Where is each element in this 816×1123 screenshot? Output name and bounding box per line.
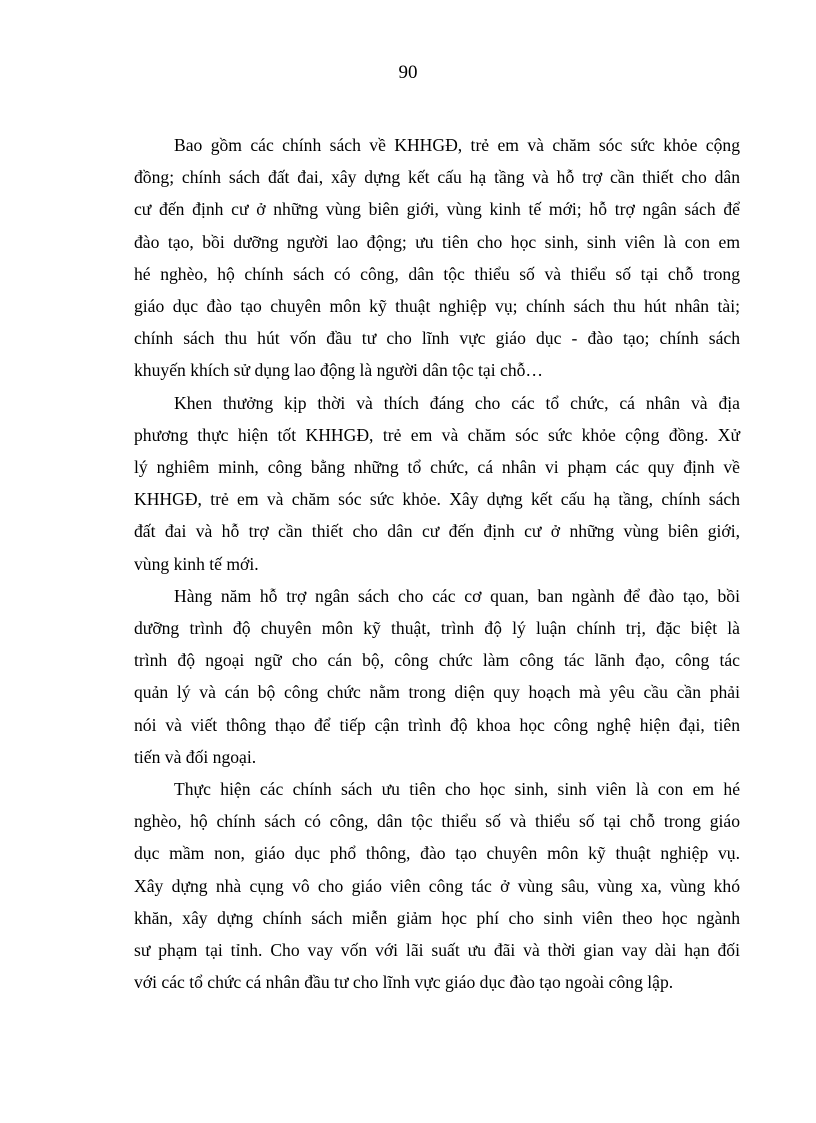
text-line: dưỡng trình độ chuyên môn kỹ thuật, trình độ lý luận chính trị, đặc biệt là [134,618,740,639]
text-line: KHHGĐ, trẻ em và chăm sóc sức khỏe. Xây dựng kết cấu hạ tầng, chính sách [134,489,740,510]
text-line: đào tạo, bồi dưỡng người lao động; ưu tiên cho học sinh, sinh viên là con em [134,231,740,252]
text-line: tiến và đối ngoại. [134,746,257,767]
text-line: đồng; chính sách đất đai, xây dựng kết cấu hạ tầng và hỗ trợ cần thiết cho dân [134,167,740,188]
paragraph-training-budget [134,580,740,773]
text-line: khăn, xây dựng chính sách miễn giảm học phí cho sinh viên theo học ngành [134,907,740,928]
text-line: trình độ ngoại ngữ cho cán bộ, công chức làm công tác lãnh đạo, công tác [134,650,740,671]
document-body [134,129,740,998]
text-line: hé nghèo, hộ chính sách có công, dân tộc thiểu số và thiểu số tại chỗ trong [134,263,740,284]
text-line: Xây dựng nhà cụng vô cho giáo viên công tác ở vùng sâu, vùng xa, vùng khó [134,875,740,896]
text-line: với các tổ chức cá nhân đầu tư cho lĩnh vực giáo dục đào tạo ngoài công lập. [134,972,674,993]
page-number: 90 [398,62,418,83]
text-line: phương thực hiện tốt KHHGĐ, trẻ em và chăm sóc sức khỏe cộng đồng. Xử [134,424,740,445]
text-line: cư đến định cư ở những vùng biên giới, vùng kinh tế mới; hỗ trợ ngân sách để [134,199,740,220]
paragraph-education-priority-policies [134,773,740,998]
text-line: chính sách thu hút vốn đầu tư cho lĩnh vực giáo dục - đào tạo; chính sách [134,328,740,349]
text-line: dục mầm non, giáo dục phổ thông, đào tạo chuyên môn kỹ thuật nghiệp vụ. [134,843,740,864]
text-line: nói và viết thông thạo để tiếp cận trình độ khoa học công nghệ hiện đại, tiên [134,714,740,735]
text-line: giáo dục đào tạo chuyên môn kỹ thuật nghiệp vụ; chính sách thu hút nhân tài; [134,296,740,317]
text-line: Bao gồm các chính sách về KHHGĐ, trẻ em và chăm sóc sức khỏe cộng [174,135,740,155]
paragraph-family-planning-policies [134,129,740,387]
text-line: nghèo, hộ chính sách có công, dân tộc thiểu số và thiểu số tại chỗ trong giáo [134,811,740,832]
text-line: sư phạm tại tỉnh. Cho vay vốn với lãi suất ưu đãi và thời gian vay dài hạn đối [134,940,740,961]
paragraph-rewards-and-discipline [134,387,740,580]
text-line: quản lý và cán bộ công chức nằm trong diện quy hoạch mà yêu cầu cần phải [134,682,740,703]
text-line: Khen thưởng kịp thời và thích đáng cho các tổ chức, cá nhân và địa [174,392,740,413]
text-line: lý nghiêm minh, công bằng những tổ chức, cá nhân vi phạm các quy định về [134,457,740,478]
text-line: đất đai và hỗ trợ cần thiết cho dân cư đến định cư ở những vùng biên giới, [134,521,740,542]
text-line: Thực hiện các chính sách ưu tiên cho học sinh, sinh viên là con em hé [174,779,740,800]
text-line: Hàng năm hỗ trợ ngân sách cho các cơ quan, ban ngành để đào tạo, bồi [174,585,740,606]
text-line: vùng kinh tế mới. [134,553,259,574]
text-line: khuyến khích sử dụng lao động là người dân tộc tại chỗ… [134,360,544,381]
